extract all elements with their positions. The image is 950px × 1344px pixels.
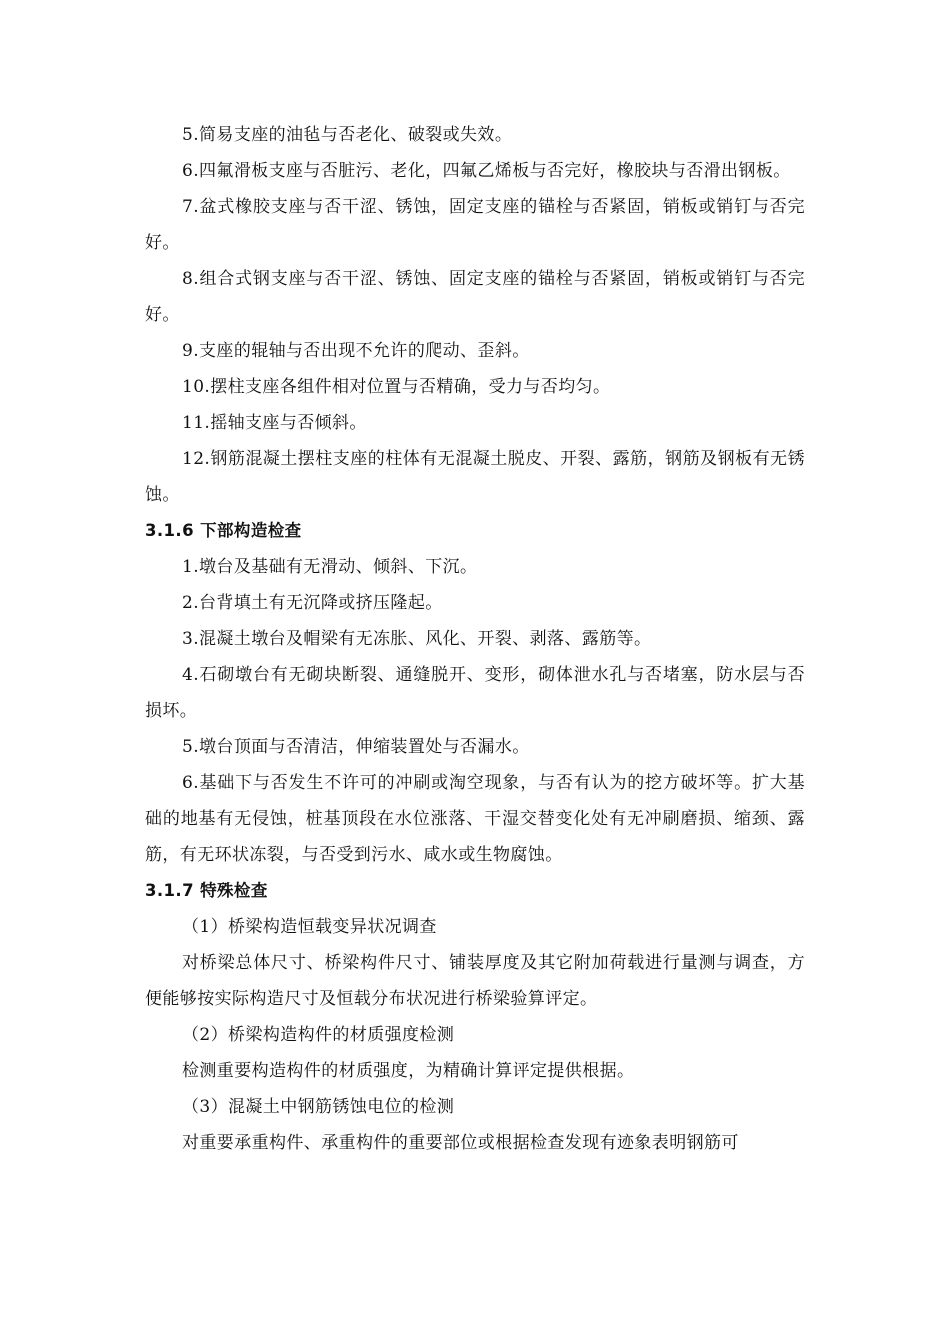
subheading-1-dead-load-survey: （1）桥梁构造恒载变异状况调查	[182, 917, 437, 937]
paragraph-item-4-masonry-pier: 4.石砌墩台有无砌块断裂、通缝脱开、变形，砌体泄水孔与否堵塞，防水层与否损坏。	[145, 665, 805, 721]
paragraph-item-11-rocker-bearing: 11.摇轴支座与否倾斜。	[182, 413, 367, 433]
paragraph-item-9-roller-axis: 9.支座的辊轴与否出现不允许的爬动、歪斜。	[182, 341, 530, 361]
paragraph-item-12-rc-pendulum: 12.钢筋混凝土摆柱支座的柱体有无混凝土脱皮、开裂、露筋，钢筋及钢板有无锈蚀。	[145, 449, 805, 505]
paragraph-item-5-pier-top: 5.墩台顶面与否清洁，伸缩装置处与否漏水。	[182, 737, 530, 757]
paragraph-item-2-backfill: 2.台背填土有无沉降或挤压隆起。	[182, 593, 443, 613]
paragraph-item-3-concrete-pier: 3.混凝土墩台及帽梁有无冻胀、风化、开裂、剥落、露筋等。	[182, 629, 652, 649]
section-heading-3-1-6: 3.1.6 下部构造检查	[145, 521, 302, 540]
document-body	[145, 117, 805, 1161]
paragraph-item-5-simple-bearing: 5.简易支座的油毡与否老化、破裂或失效。	[182, 125, 513, 145]
paragraph-item-8-steel-bearing: 8.组合式钢支座与否干涩、锈蚀、固定支座的锚栓与否紧固，销板或销钉与否完好。	[145, 269, 805, 325]
paragraph-corrosion-potential: 对重要承重构件、承重构件的重要部位或根据检查发现有迹象表明钢筋可	[182, 1133, 739, 1153]
paragraph-item-6-foundation-scour: 6.基础下与否发生不许可的冲刷或淘空现象，与否有认为的挖方破坏等。扩大基础的地基有无侵蚀，桩基顶段在水位涨落、干湿交替变化处有无冲刷磨损、缩颈、露筋，有无环状冻裂，与否受到污水、咸水或生物腐蚀。	[145, 773, 805, 865]
paragraph-item-10-pendulum-bearing: 10.摆柱支座各组件相对位置与否精确，受力与否均匀。	[182, 377, 611, 397]
paragraph-item-6-ptfe-bearing: 6.四氟滑板支座与否脏污、老化，四氟乙烯板与否完好，橡胶块与否滑出钢板。	[182, 161, 791, 181]
subheading-2-material-strength: （2）桥梁构造构件的材质强度检测	[182, 1025, 455, 1045]
paragraph-item-7-pot-bearing: 7.盆式橡胶支座与否干涩、锈蚀，固定支座的锚栓与否紧固，销板或销钉与否完好。	[145, 197, 805, 253]
paragraph-dead-load-survey: 对桥梁总体尺寸、桥梁构件尺寸、铺装厚度及其它附加荷载进行量测与调查，方便能够按实际构造尺寸及恒载分布状况进行桥梁验算评定。	[145, 953, 805, 1009]
paragraph-material-strength: 检测重要构造构件的材质强度，为精确计算评定提供根据。	[182, 1061, 635, 1081]
subheading-3-corrosion-potential: （3）混凝土中钢筋锈蚀电位的检测	[182, 1097, 455, 1117]
paragraph-item-1-pier-foundation: 1.墩台及基础有无滑动、倾斜、下沉。	[182, 557, 478, 577]
section-heading-3-1-7: 3.1.7 特殊检查	[145, 881, 268, 900]
